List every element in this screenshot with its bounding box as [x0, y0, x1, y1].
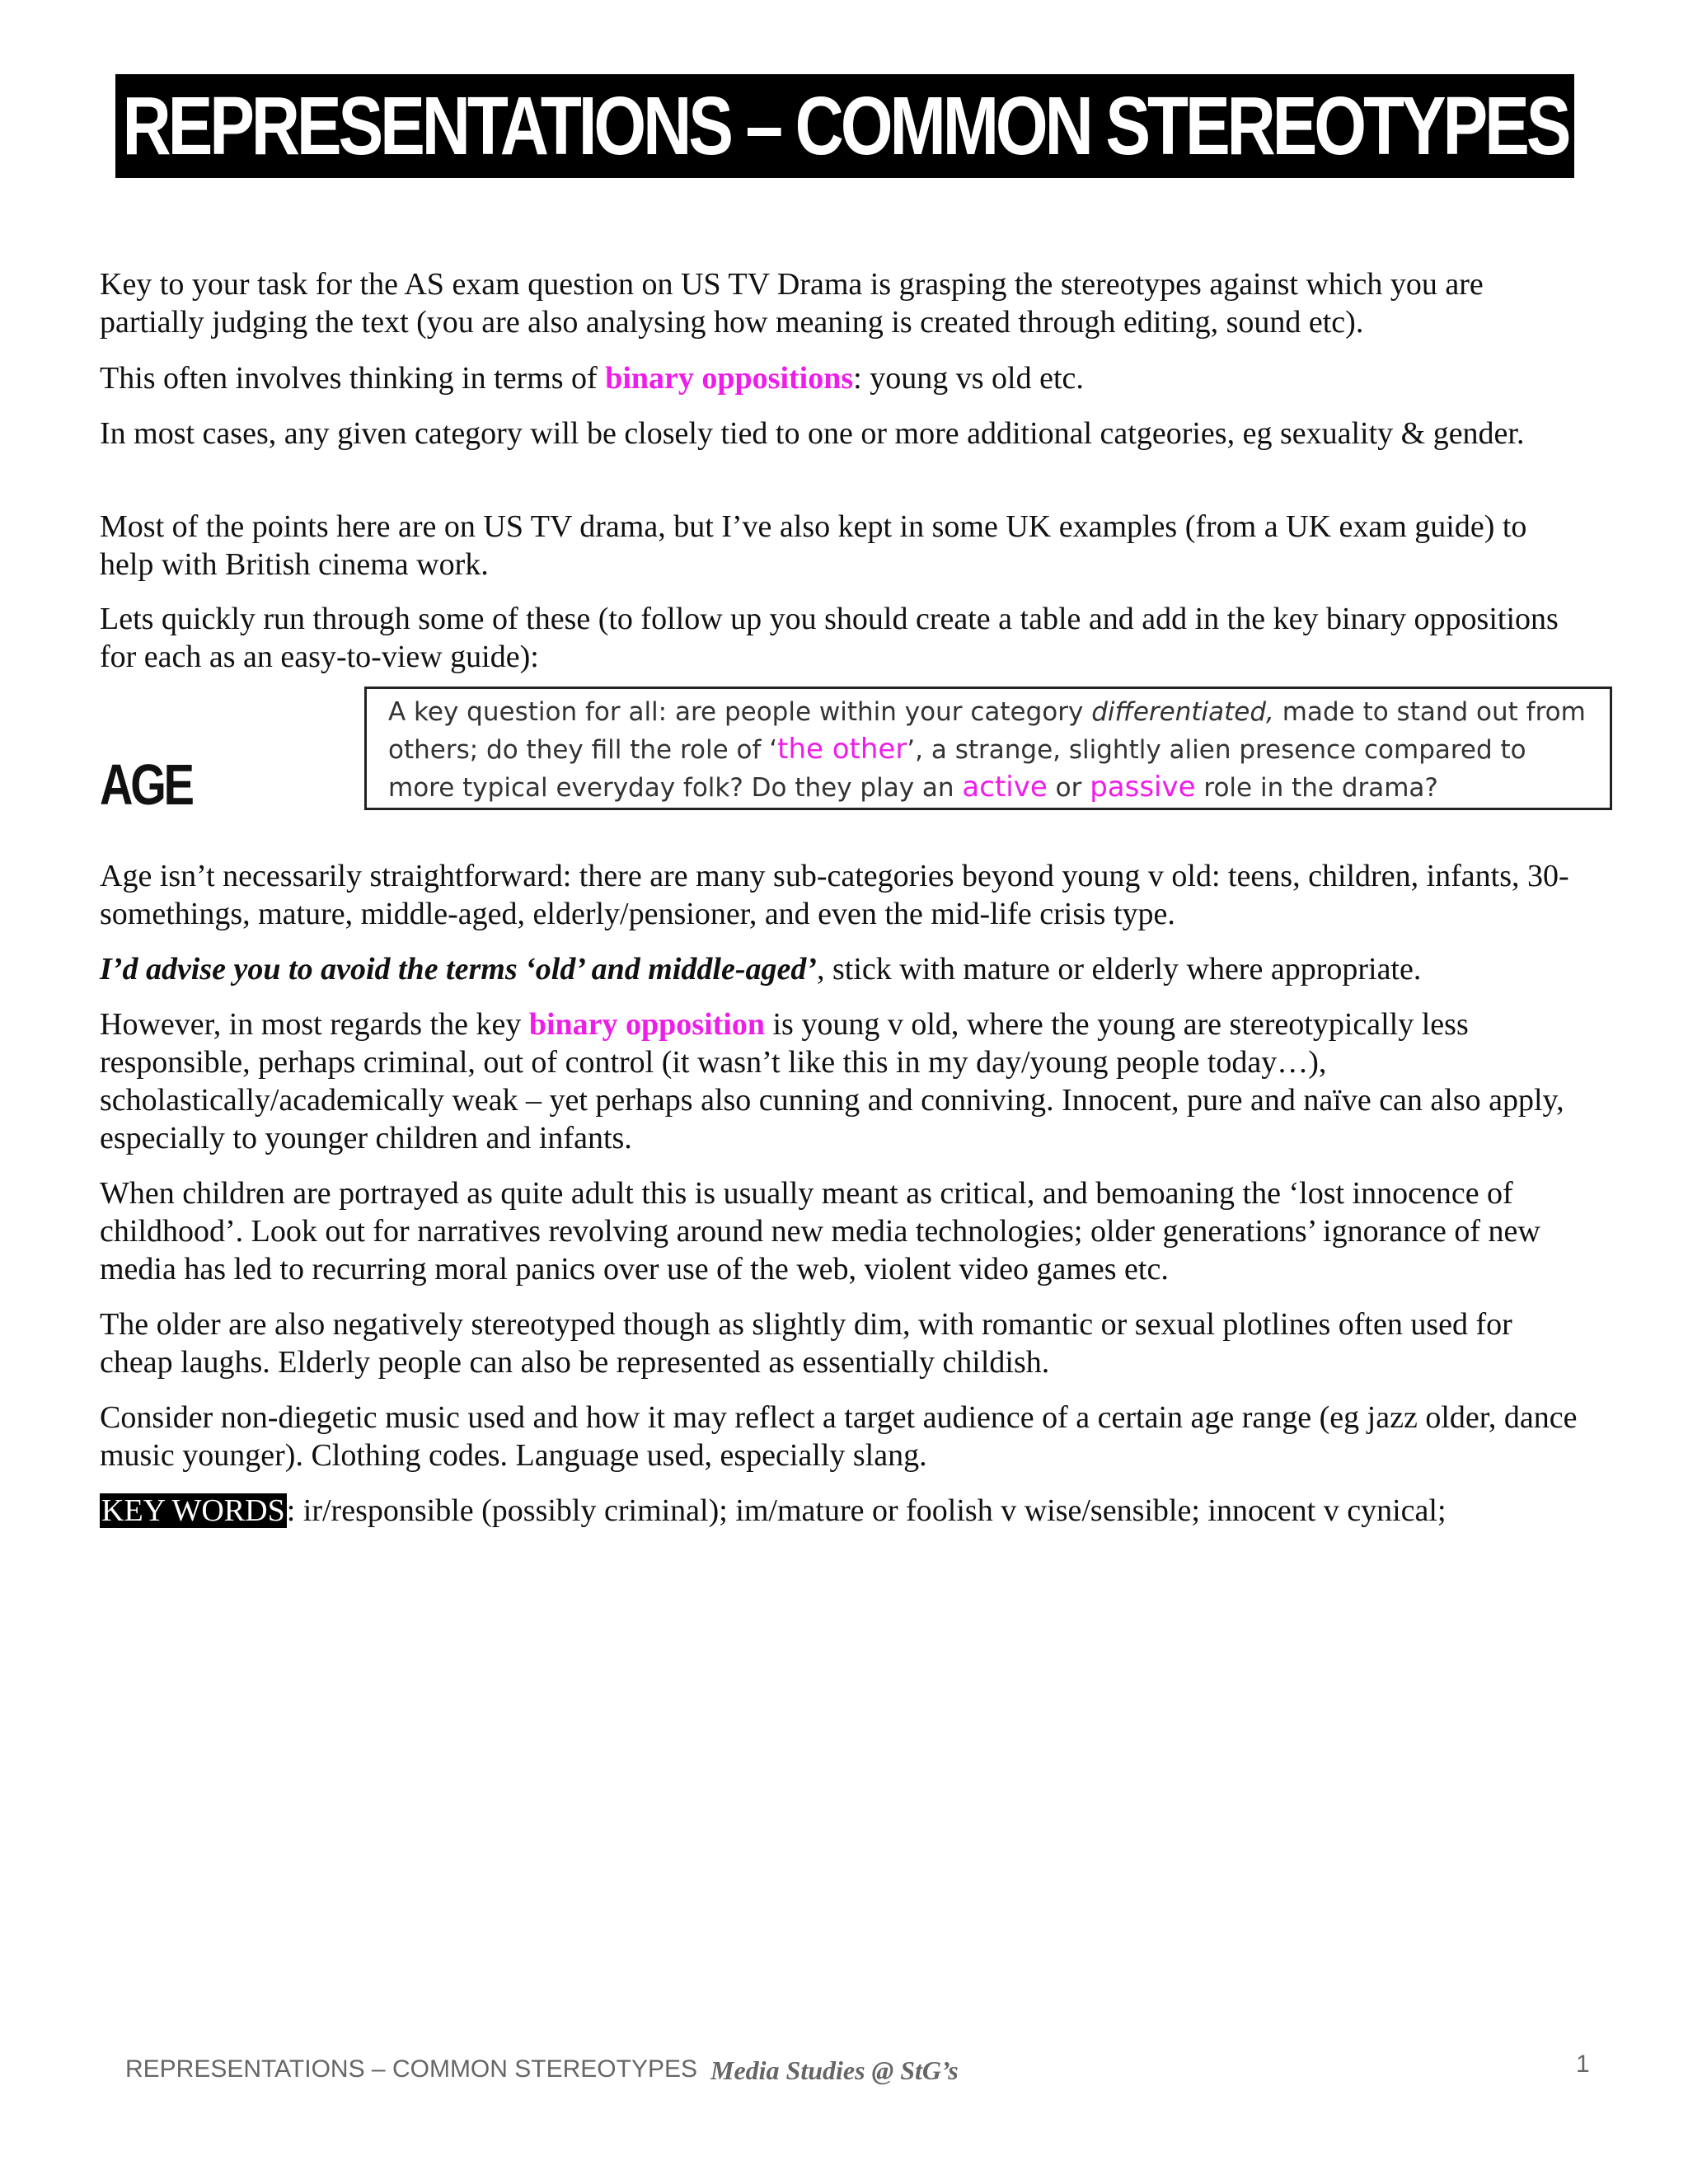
intro-paragraph-5: Lets quickly run through some of these (to follow up you should create a table and add in the key binary oppositions for each as an easy-to-view guide):: [100, 602, 1559, 674]
callout-the-other: the other: [777, 733, 907, 766]
age-p3-after: is young v old, where the young are stereotypically less responsible, perhaps criminal, out of control (it wasn’t like this in my day/young people today…), scholastically/academically weak – yet perhaps also cunning and conniving. Innocent, pure and naïve can also apply, especially to younger children and infants.: [100, 1007, 1564, 1155]
callout-text-3: ’, a strange, slightly alien presence compared to more typical everyday folk? Do they play an: [388, 735, 1526, 803]
binary-oppositions-highlight: binary oppositions: [605, 361, 854, 396]
age-heading: [100, 752, 215, 818]
age-paragraph-3: [100, 1005, 1583, 1157]
age-heading-text: AGE: [100, 752, 192, 817]
intro-paragraph-2: [100, 359, 1583, 397]
page-title: REPRESENTATIONS – COMMON STEREOTYPES: [122, 79, 1568, 172]
age-paragraph-4: When children are portrayed as quite adult this is usually meant as critical, and bemoaning the ‘lost innocence of childhood’. Look out for narratives revolving around new media technologies; older generations’ ignorance of new media has led to recurring moral panics over use of the web, violent video games etc.: [100, 1176, 1540, 1286]
intro-paragraph-3: In most cases, any given category will be closely tied to one or more additional catgeories, eg sexuality & gender.: [100, 416, 1525, 451]
intro-p2-before: This often involves thinking in terms of: [100, 361, 606, 396]
age-paragraph-1: Age isn’t necessarily straightforward: there are many sub-categories beyond young v old: teens, children, infants, 30-somethings, mature, middle-aged, elderly/pensioner, and even the mid-life crisis type.: [100, 859, 1569, 931]
intro-paragraph-1: Key to your task for the AS exam question on US TV Drama is grasping the stereotypes against which you are partially judging the text (you are also analysing how meaning is created through editing, sound etc).: [100, 267, 1484, 340]
age-advice-bold: I’d advise you to avoid the terms ‘old’ and middle-aged’: [100, 952, 818, 987]
age-p2-after: , stick with mature or elderly where appropriate.: [817, 952, 1422, 987]
binary-opposition-highlight: binary opposition: [528, 1007, 765, 1042]
page-title-banner: [115, 74, 1574, 178]
key-question-callout: [364, 687, 1612, 810]
callout-differentiated: differentiated,: [1091, 697, 1274, 727]
key-words-line: [100, 1492, 1583, 1530]
age-paragraph-2: [100, 950, 1583, 988]
footer-brand: Media Studies @ StG’s: [710, 2055, 959, 2085]
callout-passive: passive: [1090, 771, 1196, 804]
callout-text-4: or: [1047, 773, 1090, 803]
age-p3-before: However, in most regards the key: [100, 1007, 529, 1042]
callout-text-5: role in the drama?: [1195, 773, 1438, 803]
key-words-text: : ir/responsible (possibly criminal); im/mature or foolish v wise/sensible; innocent v cynical;: [286, 1493, 1447, 1528]
intro-paragraph-4: Most of the points here are on US TV drama, but I’ve also kept in some UK examples (from a UK exam guide) to help with British cinema work.: [100, 509, 1527, 582]
intro-p2-after: : young vs old etc.: [853, 361, 1084, 396]
page-number: 1: [1576, 2050, 1590, 2078]
key-words-label: KEY WORDS: [101, 1493, 285, 1528]
age-paragraph-6: Consider non-diegetic music used and how it may reflect a target audience of a certain age range (eg jazz older, dance music younger). Clothing codes. Language used, especially slang.: [100, 1400, 1578, 1473]
callout-active: active: [962, 771, 1048, 804]
callout-text-2: made to stand out from others; do they fill the role of ‘: [388, 697, 1586, 765]
callout-text-1: A key question for all: are people within your category: [388, 697, 1092, 727]
footer-title: REPRESENTATIONS – COMMON STEREOTYPES: [125, 2055, 697, 2083]
age-paragraph-5: The older are also negatively stereotyped though as slightly dim, with romantic or sexual plotlines often used for cheap laughs. Elderly people can also be represented as essentially childish.: [100, 1307, 1512, 1380]
